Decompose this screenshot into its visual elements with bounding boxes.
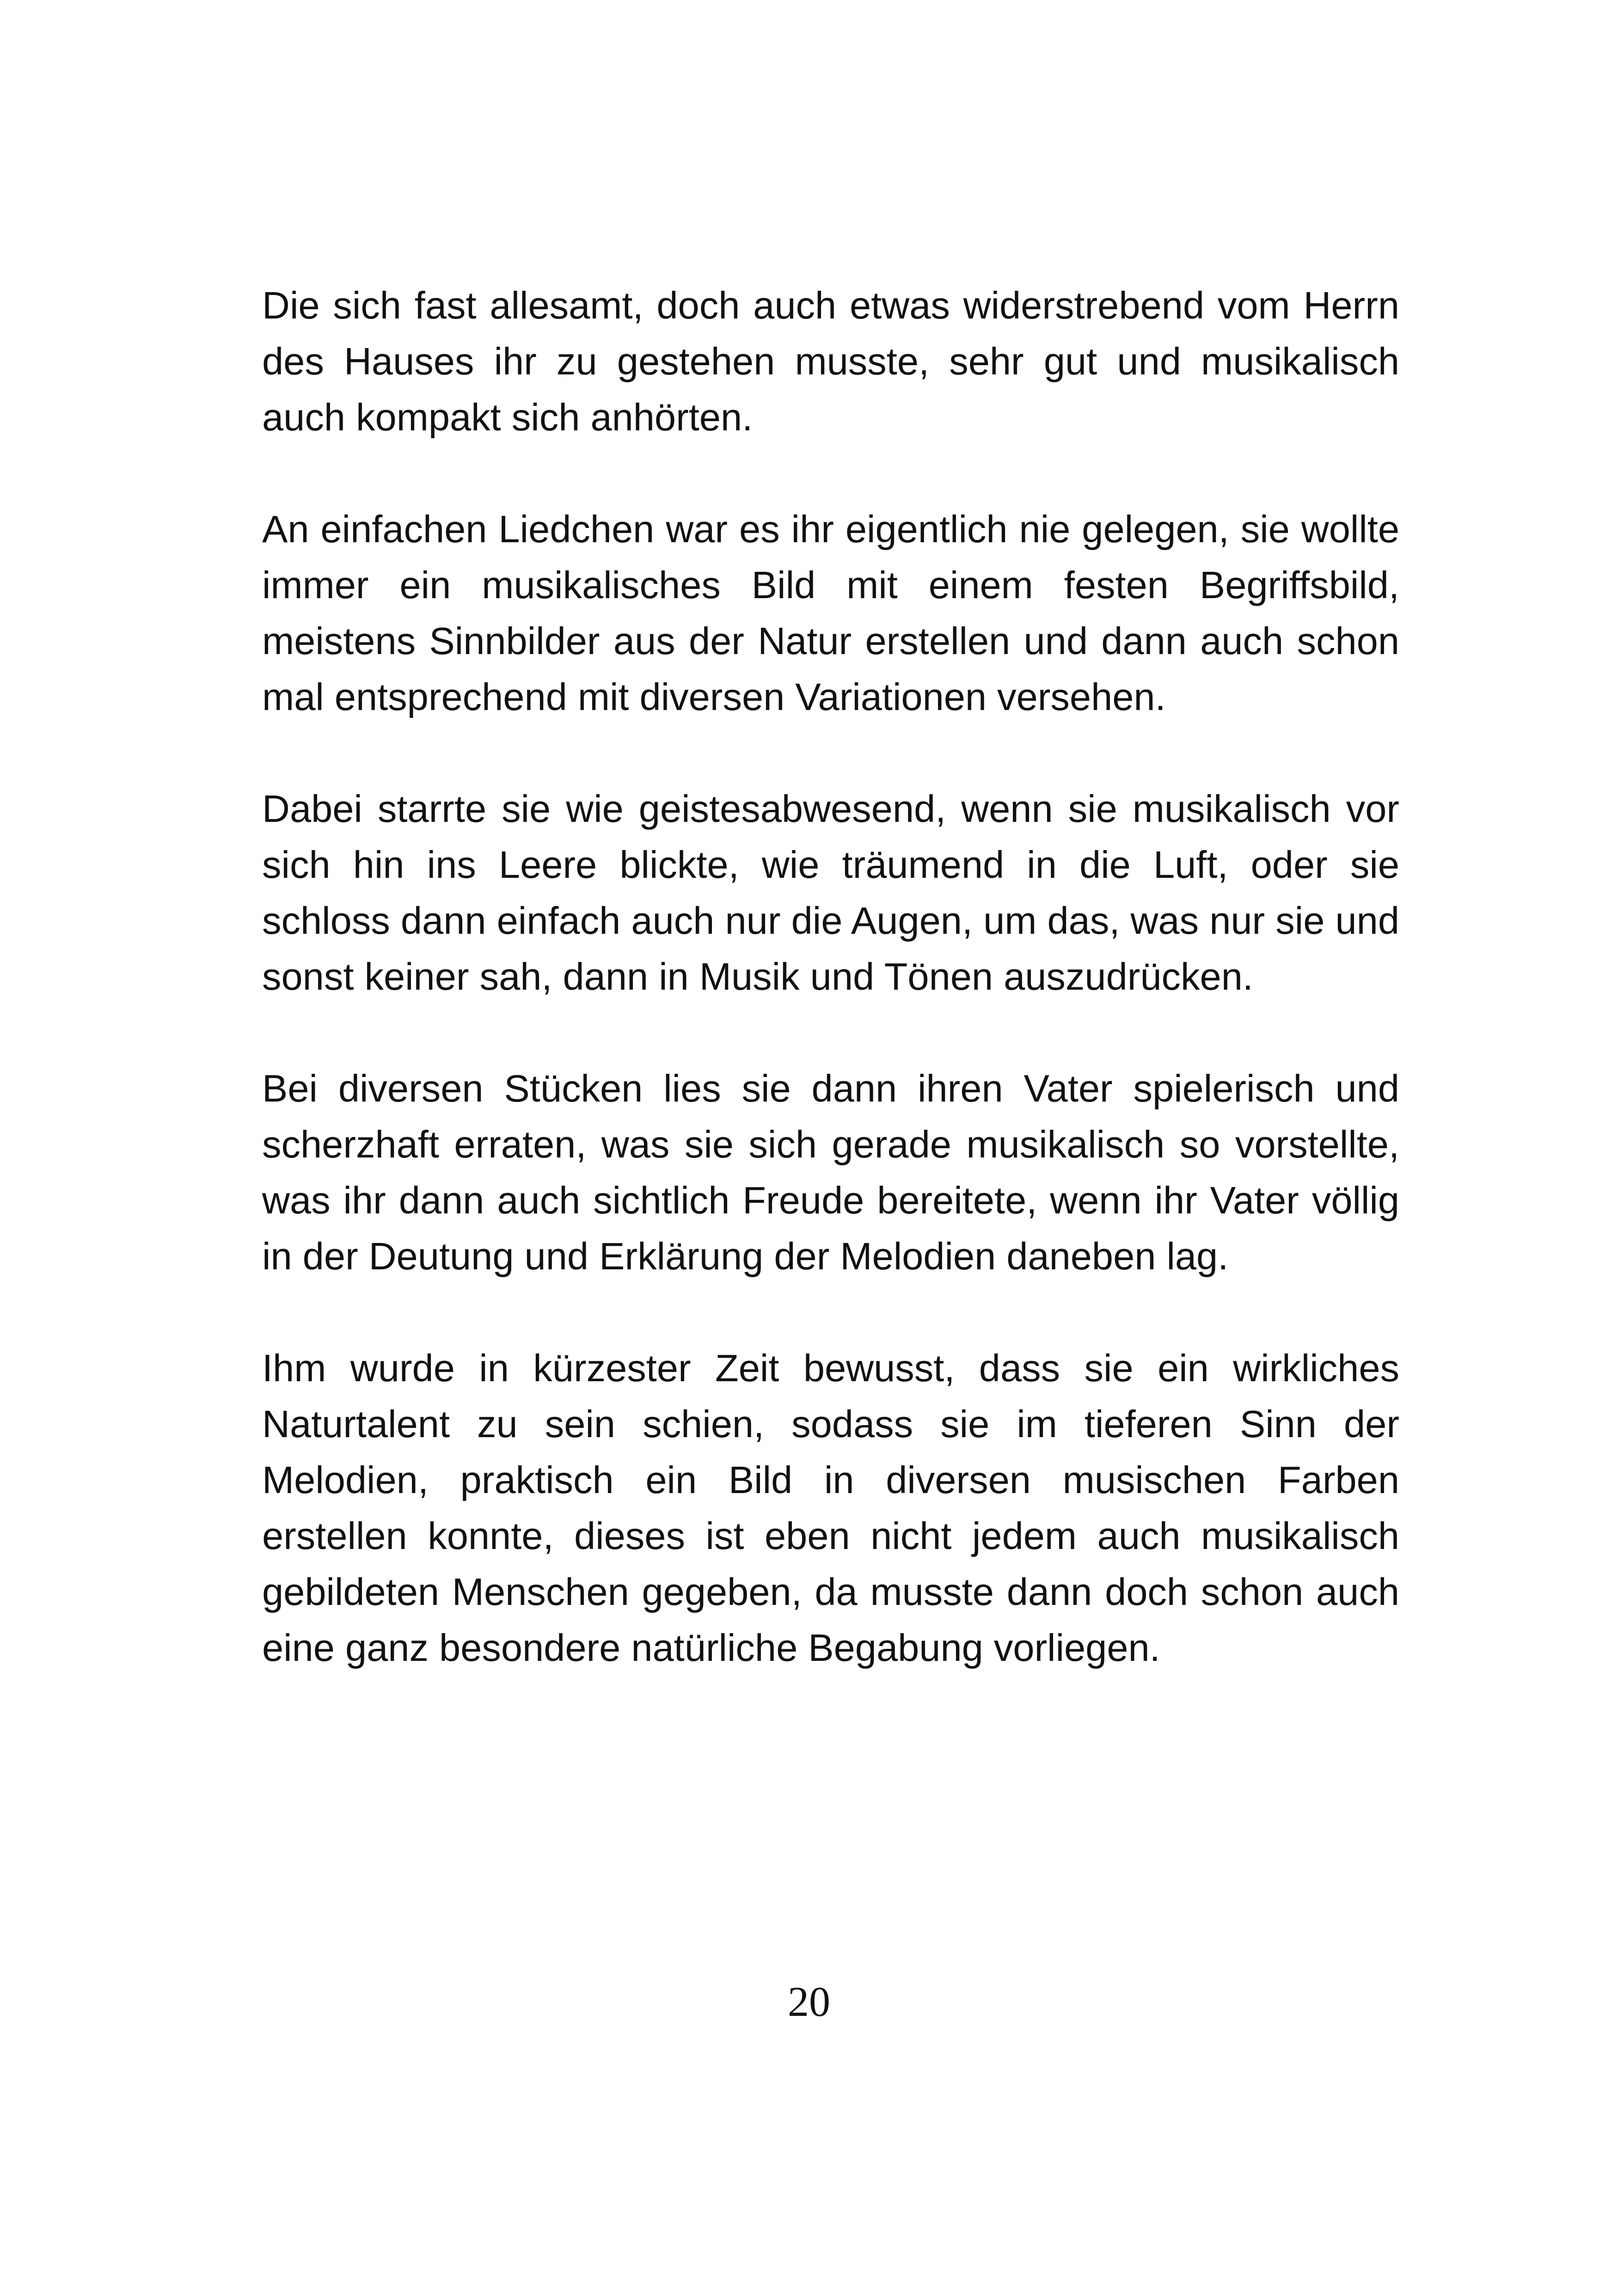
page-number: 20 (788, 1978, 830, 2025)
paragraph-3: Dabei starrte sie wie geistesabwesend, wenn sie musikalisch vor sich hin ins Leere blickte, wie träumend in die Luft, oder sie schloss dann einfach auch nur die Augen, um das, was nur sie und sonst keiner sah, dann in Musik und Tönen auszudrücken. (262, 787, 1399, 998)
paragraph-5: Ihm wurde in kürzester Zeit bewusst, dass sie ein wirkliches Naturtalent zu sein schien, sodass sie im tieferen Sinn der Melodien, praktisch ein Bild in diversen musischen Farben erstellen konnte, dieses ist eben nicht jedem auch musikalisch gebildeten Menschen gegeben, da musste dann doch schon auch eine ganz besondere natürliche Begabung vorliegen. (262, 1347, 1399, 1669)
paragraph-4: Bei diversen Stücken lies sie dann ihren Vater spielerisch und scherzhaft erraten, was sie sich gerade musikalisch so vorstellte, was ihr dann auch sichtlich Freude bereitete, wenn ihr Vater völlig in der Deutung und Erklärung der Melodien daneben lag. (262, 1067, 1399, 1278)
paragraph-2: An einfachen Liedchen war es ihr eigentlich nie gelegen, sie wollte immer ein musikalisches Bild mit einem festen Begriffsbild, meistens Sinnbilder aus der Natur erstellen und dann auch schon mal entsprechend mit diversen Variationen versehen. (262, 508, 1399, 718)
body-text (262, 277, 1399, 1676)
paragraph-1: Die sich fast allesamt, doch auch etwas widerstrebend vom Herrn des Hauses ihr zu gestehen musste, sehr gut und musikalisch auch kompakt sich anhörten. (262, 284, 1399, 439)
